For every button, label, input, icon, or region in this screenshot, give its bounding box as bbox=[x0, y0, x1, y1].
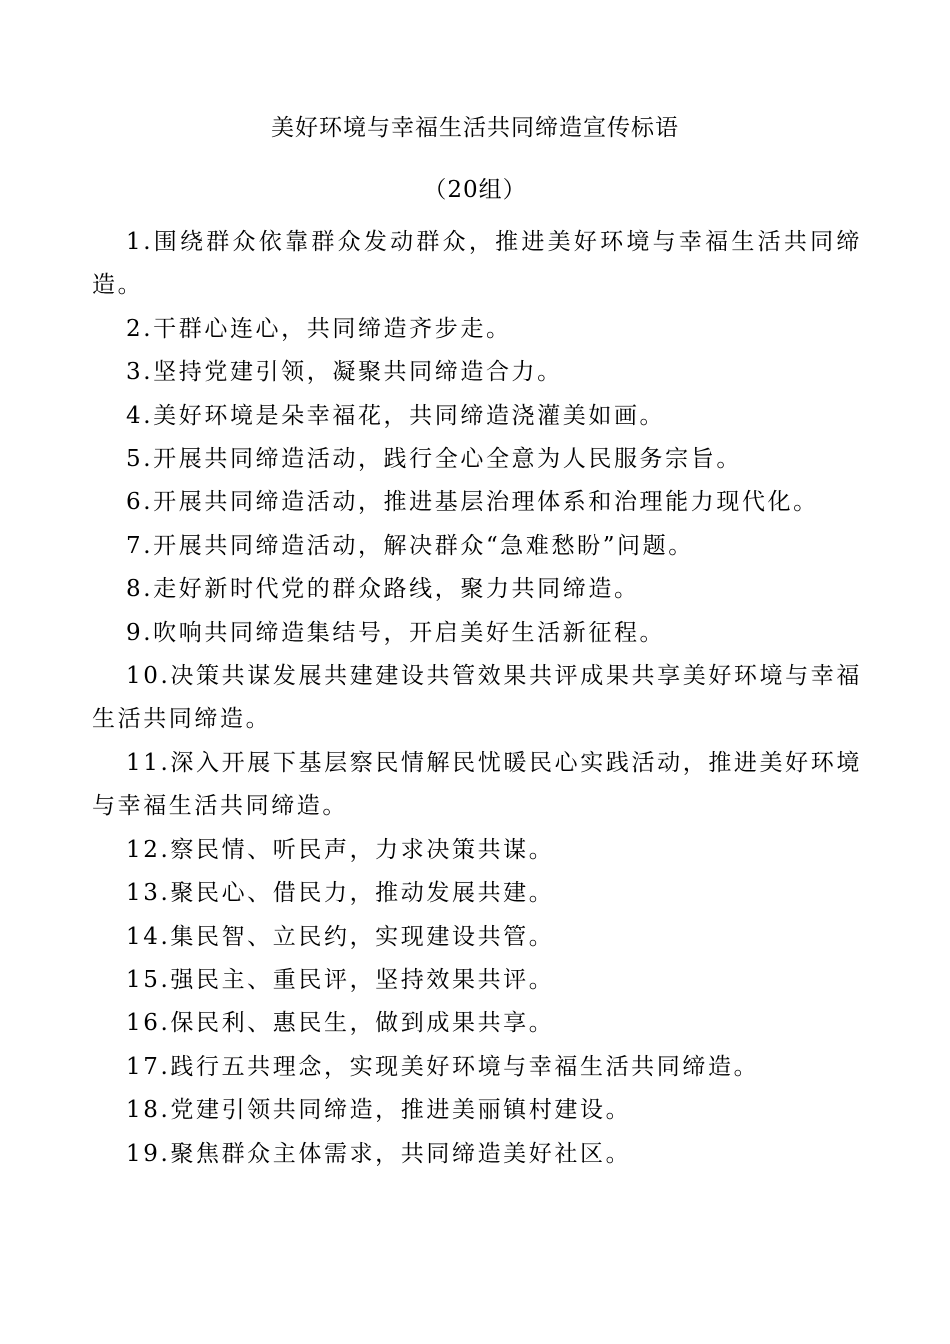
slogan-item: 7.开展共同缔造活动，解决群众“急难愁盼”问题。 bbox=[126, 532, 694, 559]
document-title: 美好环境与幸福生活共同缔造宣传标语 bbox=[271, 115, 679, 141]
slogan-item: 11.深入开展下基层察民情解民忧暖民心实践活动，推进美好环境与幸福生活共同缔造。 bbox=[92, 749, 862, 820]
slogan-item: 9.吹响共同缔造集结号，开启美好生活新征程。 bbox=[126, 619, 666, 646]
slogan-item: 10.决策共谋发展共建建设共管效果共评成果共享美好环境与幸福生活共同缔造。 bbox=[92, 663, 862, 733]
slogan-item: 12.察民情、听民声，力求决策共谋。 bbox=[126, 836, 555, 863]
slogan-item: 15.强民主、重民评，坚持效果共评。 bbox=[126, 966, 555, 993]
slogan-item: 4.美好环境是朵幸福花，共同缔造浇灌美如画。 bbox=[126, 402, 666, 429]
slogan-item: 1.围绕群众依靠群众发动群众，推进美好环境与幸福生活共同缔造。 bbox=[92, 229, 862, 299]
slogan-list bbox=[92, 221, 862, 1176]
document-subtitle: （20组） bbox=[423, 177, 527, 203]
slogan-item: 19.聚焦群众主体需求，共同缔造美好社区。 bbox=[126, 1140, 632, 1167]
slogan-item: 18.党建引领共同缔造，推进美丽镇村建设。 bbox=[126, 1097, 632, 1124]
slogan-item: 5.开展共同缔造活动，践行全心全意为人民服务宗旨。 bbox=[126, 446, 742, 473]
slogan-item: 8.走好新时代党的群众路线，聚力共同缔造。 bbox=[126, 576, 640, 603]
slogan-item: 13.聚民心、借民力，推动发展共建。 bbox=[126, 880, 555, 907]
slogan-item: 6.开展共同缔造活动，推进基层治理体系和治理能力现代化。 bbox=[126, 489, 819, 516]
slogan-item: 3.坚持党建引领，凝聚共同缔造合力。 bbox=[126, 359, 563, 386]
slogan-item: 14.集民智、立民约，实现建设共管。 bbox=[126, 923, 555, 950]
slogan-item: 16.保民利、惠民生，做到成果共享。 bbox=[126, 1010, 555, 1037]
slogan-item: 17.践行五共理念，实现美好环境与幸福生活共同缔造。 bbox=[126, 1053, 760, 1080]
slogan-item: 2.干群心连心，共同缔造齐步走。 bbox=[126, 315, 512, 342]
